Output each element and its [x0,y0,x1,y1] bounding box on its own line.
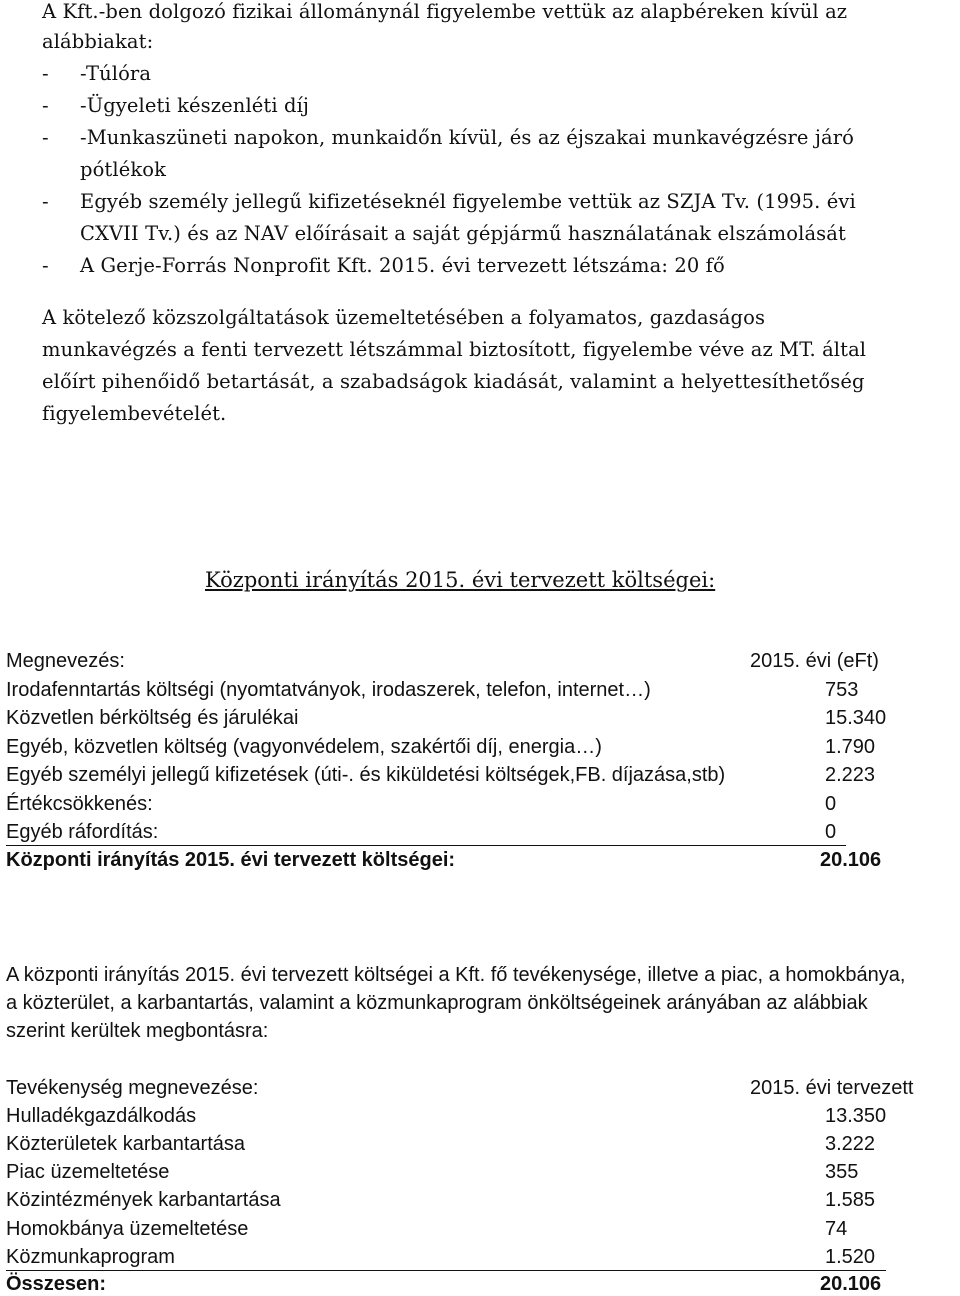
table-row-value: 0 [825,821,837,843]
paragraph-line: munkavégzés a fenti tervezett létszámmal biztosított, figyelembe véve az MT. által [42,338,867,361]
table-row-value: 1.520 [825,1246,876,1268]
costs-header-value: 2015. évi (eFt) [750,650,879,672]
table-row-label: Hulladékgazdálkodás [6,1105,197,1127]
allocation-line: a közterület, a karbantartás, valamint a közmunkaprogram önköltségeinek arányában az alábbiak [6,992,868,1014]
table-row-label: Egyéb személyi jellegű kifizetések (úti-. és kiküldetési költségek,FB. díjazása,stb) [6,764,726,786]
allocation-line: szerint kerültek megbontásra: [6,1020,269,1042]
table-row-value: 3.222 [825,1133,876,1155]
list-item: -Túlóra [80,62,152,85]
paragraph-line: figyelembevételét. [42,402,227,425]
list-item: -Ügyeleti készenléti díj [80,94,310,117]
intro-line-2: alábbiakat: [42,30,154,53]
table-row-value: 13.350 [825,1105,887,1127]
table-row-label: Homokbánya üzemeltetése [6,1218,249,1240]
table-row-label: Egyéb ráfordítás: [6,821,159,843]
table-row-value: 15.340 [825,707,887,729]
list-item-continuation: pótlékok [80,158,167,181]
table-row-label: Közvetlen bérköltség és járulékai [6,707,299,729]
intro-line-1: A Kft.-ben dolgozó fizikai állománynál figyelembe vettük az alapbéreken kívül az [42,0,848,23]
bullet-dash: - [42,190,49,213]
paragraph-line: előírt pihenőidő betartását, a szabadságok kiadását, valamint a helyettesíthetőség [42,370,865,393]
paragraph-line: A kötelező közszolgáltatások üzemeltetésében a folyamatos, gazdaságos [42,306,766,329]
total-rule [6,845,846,846]
table-row-value: 753 [825,679,859,701]
table-row-value: 1.585 [825,1189,876,1211]
table-row-value: 2.223 [825,764,876,786]
table-row-label: Értékcsökkenés: [6,793,153,815]
costs-header-label: Megnevezés: [6,650,125,672]
allocation-line: A központi irányítás 2015. évi tervezett költségei a Kft. fő tevékenysége, illetve a piac, a homokbánya, [6,964,906,986]
list-item: -Munkaszüneti napokon, munkaidőn kívül, és az éjszakai munkavégzésre járó [80,126,854,149]
table-row-label: Egyéb, közvetlen költség (vagyonvédelem, szakértői díj, energia…) [6,736,602,758]
activities-header-value: 2015. évi tervezett [750,1077,914,1099]
costs-total-value: 20.106 [820,849,882,871]
table-row-value: 0 [825,793,837,815]
table-row-label: Közintézmények karbantartása [6,1189,281,1211]
table-row-label: Piac üzemeltetése [6,1161,170,1183]
bullet-dash: - [42,94,49,117]
bullet-dash: - [42,254,49,277]
list-item: A Gerje-Forrás Nonprofit Kft. 2015. évi tervezett létszáma: 20 fő [80,254,725,277]
table-row-label: Közterületek karbantartása [6,1133,246,1155]
total-rule [6,1270,886,1271]
list-item: Egyéb személy jellegű kifizetéseknél figyelembe vettük az SZJA Tv. (1995. évi [80,190,856,213]
table-row-value: 355 [825,1161,859,1183]
table-row-value: 74 [825,1218,848,1240]
bullet-dash: - [42,126,49,149]
table-row-label: Irodafenntartás költségi (nyomtatványok, irodaszerek, telefon, internet…) [6,679,651,701]
activities-total-value: 20.106 [820,1273,882,1295]
activities-total-label: Összesen: [6,1273,107,1295]
activities-header-label: Tevékenység megnevezése: [6,1077,259,1099]
list-item-continuation: CXVII Tv.) és az NAV előírásait a saját gépjármű használatának elszámolását [80,222,846,245]
bullet-dash: - [42,62,49,85]
section-title: Központi irányítás 2015. évi tervezett költségei: [205,568,716,592]
costs-total-label: Központi irányítás 2015. évi tervezett költségei: [6,849,456,871]
table-row-label: Közmunkaprogram [6,1246,175,1268]
table-row-value: 1.790 [825,736,876,758]
